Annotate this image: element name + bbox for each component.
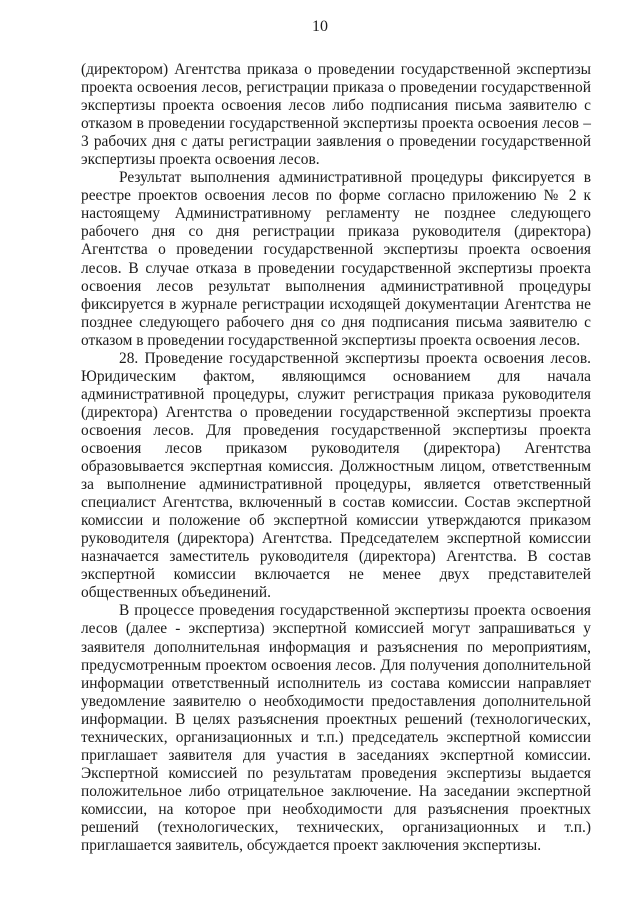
- document-body: [81, 61, 591, 855]
- paragraph-3: 28. Проведение государственной экспертизы проекта освоения лесов. Юридическим фактом, являющимся основанием для начала административной процедуры, служит регистрация приказа руководителя (директора) Агентства о проведении государственной экспертизы проекта освоения лесов. Для проведения государственной экспертизы проекта освоения лесов приказом руководителя (директора) Агентства образовывается экспертная комиссия. Должностным лицом, ответственным за выполнение административной процедуры, является ответственный специалист Агентства, включенный в состав комиссии. Состав экспертной комиссии и положение об экспертной комиссии утверждаются приказом руководителя (директора) Агентства. Председателем экспертной комиссии назначается заместитель руководителя (директора) Агентства. В состав экспертной комиссии включается не менее двух представителей общественных объединений.: [81, 349, 591, 602]
- paragraph-4: В процессе проведения государственной экспертизы проекта освоения лесов (далее - экспертиза) экспертной комиссией могут запрашиваться у заявителя дополнительная информация и разъяснения по мероприятиям, предусмотренным проектом освоения лесов. Для получения дополнительной информации ответственный исполнитель из состава комиссии направляет уведомление заявителю о необходимости предоставления дополнительной информации. В целях разъяснения проектных решений (технологических, технических, организационных и т.п.) председатель экспертной комиссии приглашает заявителя для участия в заседаниях экспертной комиссии. Экспертной комиссией по результатам проведения экспертизы выдается положительное либо отрицательное заключение. На заседании экспертной комиссии, на которое при необходимости для разъяснения проектных решений (технологических, технических, организационных и т.п.) приглашается заявитель, обсуждается проект заключения экспертизы.: [81, 602, 591, 855]
- paragraph-2: Результат выполнения административной процедуры фиксируется в реестре проектов освоения лесов по форме согласно приложению № 2 к настоящему Административному регламенту не позднее следующего рабочего дня со дня регистрации приказа руководителя (директора) Агентства о проведении государственной экспертизы проекта освоения лесов. В случае отказа в проведении государственной экспертизы проекта освоения лесов результат выполнения административной процедуры фиксируется в журнале регистрации исходящей документации Агентства не позднее следующего рабочего дня со дня подписания письма заявителю с отказом в проведении государственной экспертизы проекта освоения лесов.: [81, 169, 591, 349]
- page-number: 10: [312, 18, 328, 35]
- paragraph-1: (директором) Агентства приказа о проведении государственной экспертизы проекта освоения лесов, регистрации приказа о проведении государственной экспертизы проекта освоения лесов либо подписания письма заявителю с отказом в проведении государственной экспертизы проекта освоения лесов – 3 рабочих дня с даты регистрации заявления о проведении государственной экспертизы проекта освоения лесов.: [81, 61, 591, 169]
